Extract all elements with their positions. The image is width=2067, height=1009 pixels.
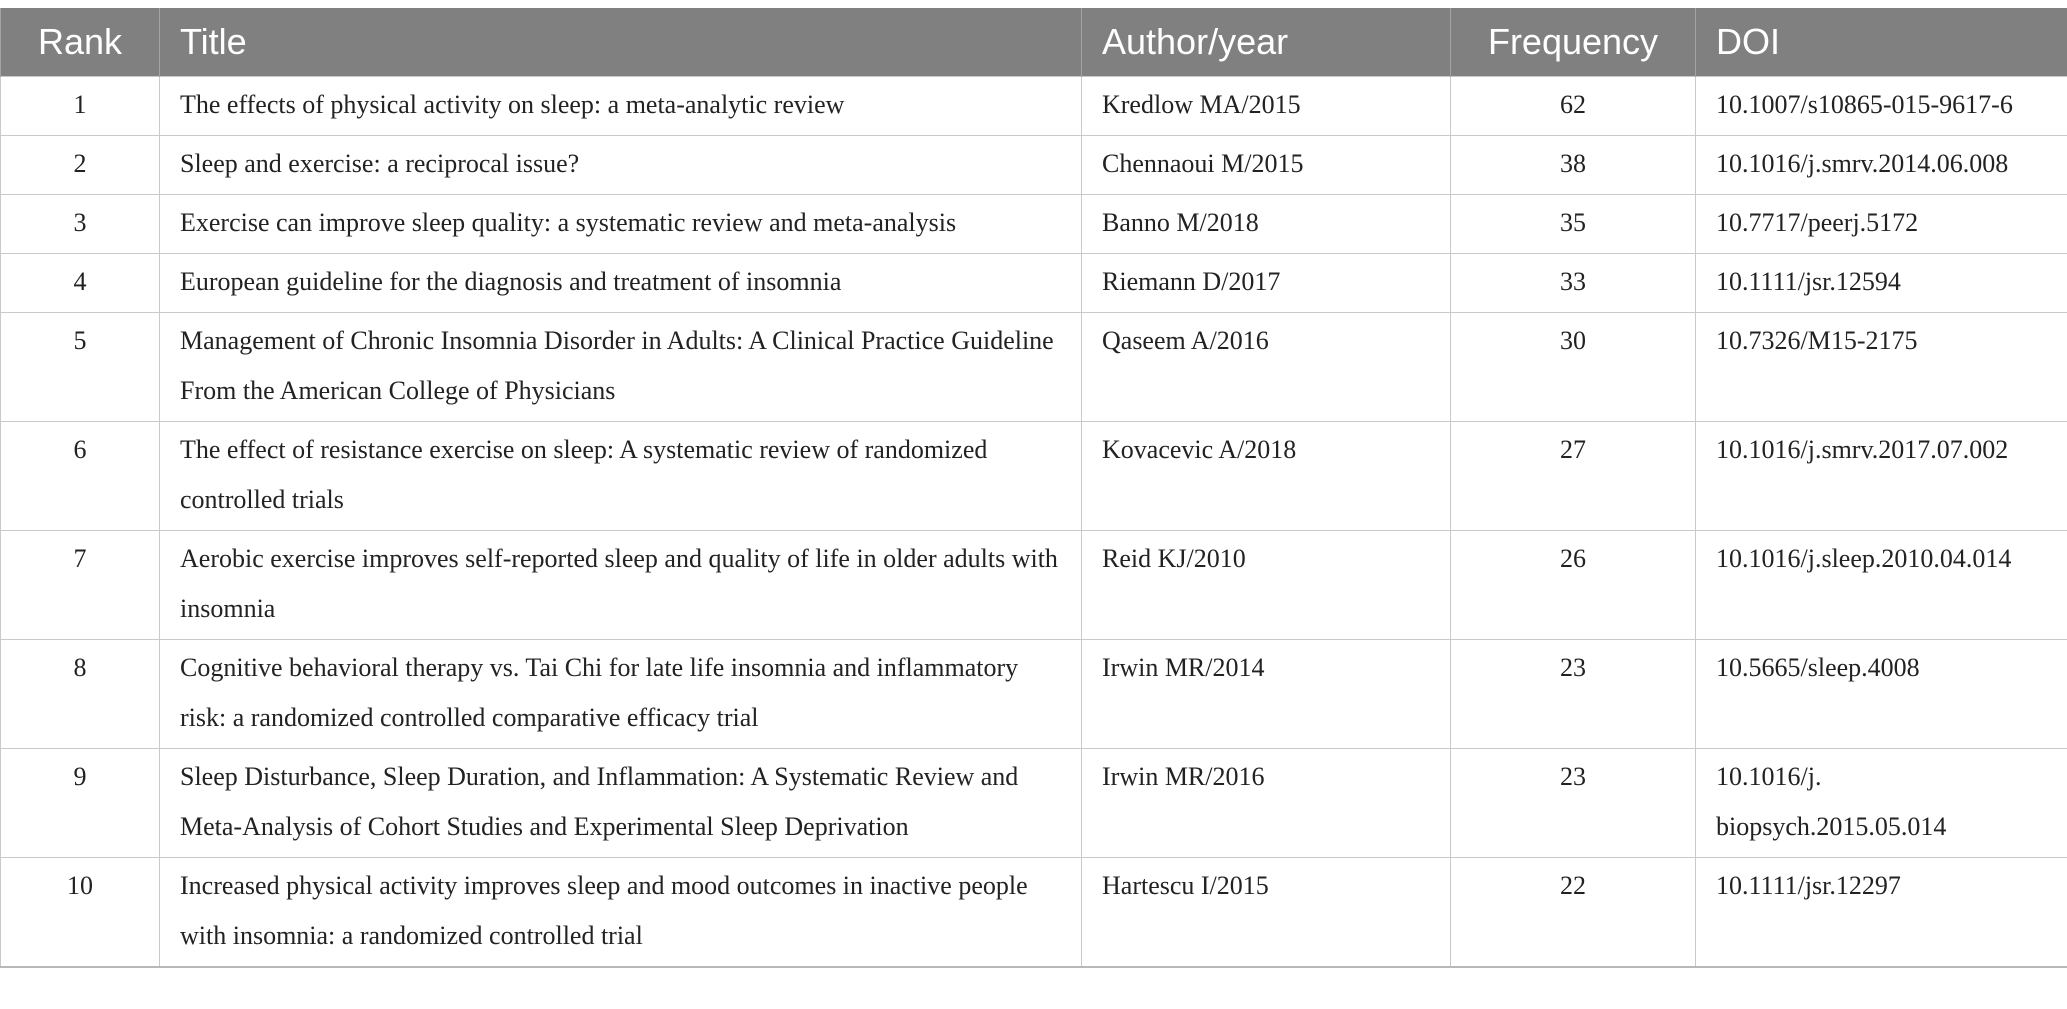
cell-author-year: Irwin MR/2014 — [1082, 640, 1451, 749]
cell-frequency: 26 — [1451, 531, 1696, 640]
header-author-year: Author/year — [1082, 8, 1451, 77]
header-rank: Rank — [1, 8, 160, 77]
cell-frequency: 22 — [1451, 858, 1696, 968]
cell-rank: 10 — [1, 858, 160, 968]
cell-doi: 10.1111/jsr.12297 — [1696, 858, 2067, 968]
cell-rank: 9 — [1, 749, 160, 858]
cell-author-year: Hartescu I/2015 — [1082, 858, 1451, 968]
table-row — [1, 858, 2067, 968]
table-row — [1, 195, 2067, 254]
cell-frequency: 62 — [1451, 77, 1696, 136]
table-row — [1, 531, 2067, 640]
cell-doi: 10.1016/j.smrv.2017.07.002 — [1696, 422, 2067, 531]
cell-frequency: 27 — [1451, 422, 1696, 531]
header-frequency: Frequency — [1451, 8, 1696, 77]
cell-author-year: Riemann D/2017 — [1082, 254, 1451, 313]
cell-doi: 10.1111/jsr.12594 — [1696, 254, 2067, 313]
cell-rank: 1 — [1, 77, 160, 136]
table-row — [1, 313, 2067, 422]
cell-frequency: 33 — [1451, 254, 1696, 313]
cell-rank: 3 — [1, 195, 160, 254]
table-row — [1, 136, 2067, 195]
cell-rank: 5 — [1, 313, 160, 422]
cell-rank: 7 — [1, 531, 160, 640]
table-header — [1, 8, 2067, 77]
cell-rank: 2 — [1, 136, 160, 195]
cell-author-year: Kovacevic A/2018 — [1082, 422, 1451, 531]
cell-frequency: 35 — [1451, 195, 1696, 254]
table-row — [1, 422, 2067, 531]
table-row — [1, 77, 2067, 136]
cell-doi: 10.7326/M15-2175 — [1696, 313, 2067, 422]
cell-title: Increased physical activity improves sleep and mood outcomes in inactive people with insomnia: a randomized controlled trial — [160, 858, 1082, 968]
cell-title: European guideline for the diagnosis and treatment of insomnia — [160, 254, 1082, 313]
table-container — [0, 8, 2067, 968]
cell-rank: 6 — [1, 422, 160, 531]
cell-rank: 4 — [1, 254, 160, 313]
table-body — [1, 77, 2067, 968]
cell-title: Sleep Disturbance, Sleep Duration, and Inflammation: A Systematic Review and Meta-Analysis of Cohort Studies and Experimental Sleep Deprivation — [160, 749, 1082, 858]
cell-doi: 10.7717/peerj.5172 — [1696, 195, 2067, 254]
cell-author-year: Qaseem A/2016 — [1082, 313, 1451, 422]
cell-doi: 10.5665/sleep.4008 — [1696, 640, 2067, 749]
cell-author-year: Irwin MR/2016 — [1082, 749, 1451, 858]
cell-doi: 10.1016/j. biopsych.2015.05.014 — [1696, 749, 2067, 858]
cell-author-year: Chennaoui M/2015 — [1082, 136, 1451, 195]
cell-title: The effects of physical activity on sleep: a meta-analytic review — [160, 77, 1082, 136]
cell-title: Aerobic exercise improves self-reported sleep and quality of life in older adults with insomnia — [160, 531, 1082, 640]
cell-doi: 10.1007/s10865-015-9617-6 — [1696, 77, 2067, 136]
header-row — [1, 8, 2067, 77]
table-row — [1, 749, 2067, 858]
citation-table — [0, 8, 2067, 968]
cell-frequency: 23 — [1451, 640, 1696, 749]
table-row — [1, 640, 2067, 749]
cell-title: The effect of resistance exercise on sleep: A systematic review of randomized controlled trials — [160, 422, 1082, 531]
cell-author-year: Kredlow MA/2015 — [1082, 77, 1451, 136]
header-doi: DOI — [1696, 8, 2067, 77]
cell-frequency: 38 — [1451, 136, 1696, 195]
cell-rank: 8 — [1, 640, 160, 749]
header-title: Title — [160, 8, 1082, 77]
cell-frequency: 30 — [1451, 313, 1696, 422]
cell-frequency: 23 — [1451, 749, 1696, 858]
table-row — [1, 254, 2067, 313]
cell-title: Management of Chronic Insomnia Disorder in Adults: A Clinical Practice Guideline From the American College of Physicians — [160, 313, 1082, 422]
cell-doi: 10.1016/j.sleep.2010.04.014 — [1696, 531, 2067, 640]
cell-title: Sleep and exercise: a reciprocal issue? — [160, 136, 1082, 195]
cell-title: Exercise can improve sleep quality: a systematic review and meta-analysis — [160, 195, 1082, 254]
cell-title: Cognitive behavioral therapy vs. Tai Chi for late life insomnia and inflammatory risk: a randomized controlled comparative efficacy trial — [160, 640, 1082, 749]
cell-author-year: Reid KJ/2010 — [1082, 531, 1451, 640]
cell-author-year: Banno M/2018 — [1082, 195, 1451, 254]
cell-doi: 10.1016/j.smrv.2014.06.008 — [1696, 136, 2067, 195]
